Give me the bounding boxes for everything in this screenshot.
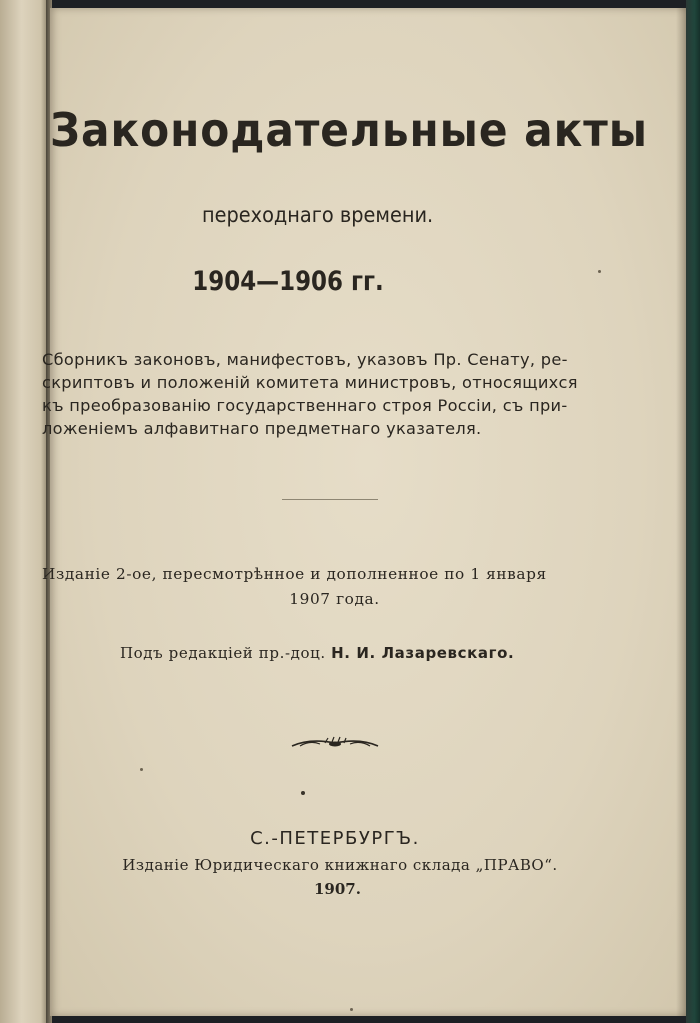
green-cover-edge	[686, 0, 700, 1023]
year-range: 1904—1906 гг.	[192, 266, 384, 297]
description-line: Сборникъ законовъ, манифестовъ, указовъ Пр. Сенату, ре-	[42, 350, 568, 369]
floral-ornament-icon	[290, 734, 380, 754]
page-edge-shadow	[676, 8, 686, 1016]
left-page-edge	[0, 0, 48, 1023]
edition-note	[42, 562, 627, 612]
description-line: скриптовъ и положенiй комитета министровъ, относящихся	[42, 373, 578, 392]
book-title: Законодательные акты	[50, 103, 648, 157]
editor-credit	[120, 644, 620, 662]
paper-speck	[598, 270, 601, 273]
title-page	[42, 8, 686, 1016]
edition-line: Изданiе 2-ое, пересмотрѣнное и дополненное по 1 января	[42, 565, 547, 583]
editor-prefix: Подъ редакцiей пр.-доц.	[120, 644, 326, 662]
book-subtitle: переходнаго времени.	[201, 203, 434, 227]
publisher-line: Изданiе Юридическаго книжнаго склада „ПРАВО“.	[122, 856, 558, 874]
editor-name: Н. И. Лазаревскаго.	[331, 644, 515, 662]
description-block	[42, 348, 632, 440]
paper-speck	[350, 1008, 353, 1011]
description-line: къ преобразованiю государственнаго строя Россiи, съ при-	[42, 396, 568, 415]
paper-speck	[140, 768, 143, 771]
edition-line: 1907 года.	[289, 590, 380, 608]
publication-city: С.-ПЕТЕРБУРГЪ.	[250, 828, 420, 849]
divider-rule	[282, 499, 378, 500]
publication-year: 1907.	[314, 880, 361, 898]
description-line: ложенiемъ алфавитнаго предметнаго указателя.	[42, 419, 482, 438]
ink-dot	[301, 791, 305, 795]
